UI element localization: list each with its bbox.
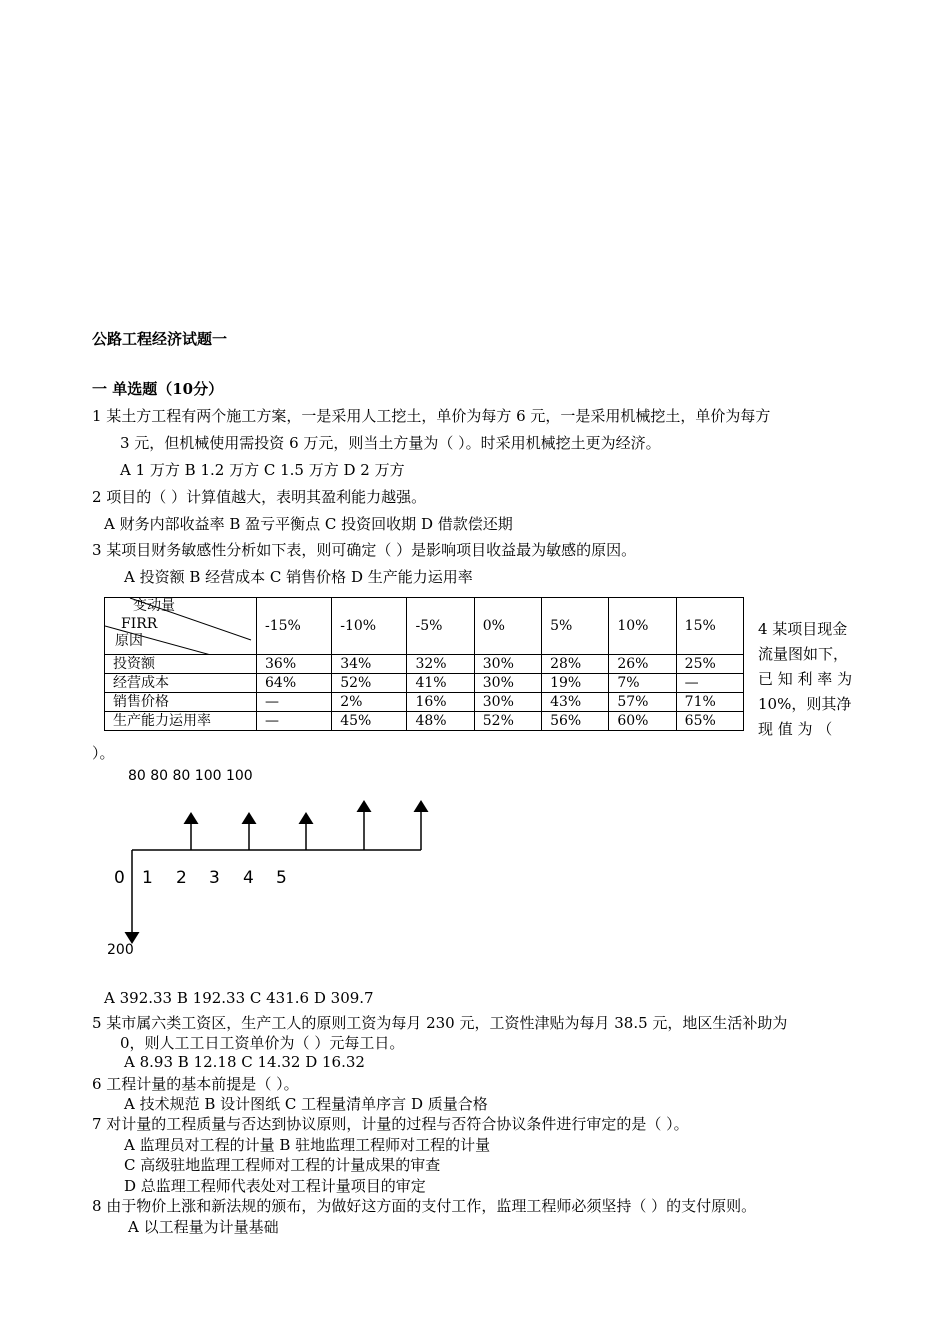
q2-options: A 财务内部收益率 B 盈亏平衡点 C 投资回收期 D 借款偿还期 (104, 515, 513, 533)
table-cell: 60% (609, 712, 676, 731)
row-label: 经营成本 (105, 674, 257, 693)
table-cell: 71% (676, 693, 743, 712)
table-row (105, 655, 744, 674)
corner-bottom-label: 原因 (115, 633, 143, 649)
q4-options: A 392.33 B 192.33 C 431.6 D 309.7 (104, 989, 374, 1007)
axis-label-3: 3 (209, 868, 220, 888)
q5-line2: 0，则人工工日工资单价为（ ）元每工日。 (120, 1034, 405, 1052)
table-cell: 26% (609, 655, 676, 674)
q8-line1: 8 由于物价上涨和新法规的颁布，为做好这方面的支付工作，监理工程师必须坚持（ ）的支付原则。 (92, 1197, 757, 1215)
table-cell: 25% (676, 655, 743, 674)
q4-side-2: 流量图如下， (758, 645, 849, 663)
q5-line1: 5 某市属六类工资区，生产工人的原则工资为每月 230 元，工资性津贴为每月 38.5 元，地区生活补助为 (92, 1014, 788, 1032)
table-cell: 19% (542, 674, 609, 693)
q4-side-3: 已 知 利 率 为 (758, 670, 853, 688)
table-cell: 57% (609, 693, 676, 712)
q4-continuation: ）。 (92, 744, 115, 762)
table-cell: 30% (474, 674, 541, 693)
table-cell: — (676, 674, 743, 693)
table-cell: 16% (407, 693, 474, 712)
table-cell: 2% (332, 693, 407, 712)
q1-line1: 1 某土方工程有两个施工方案，一是采用人工挖土，单价为每方 6 元，一是采用机械挖土，单价为每方 (92, 407, 771, 425)
header-cell: 0% (474, 598, 541, 655)
table-cell: 34% (332, 655, 407, 674)
q1-options: A 1 万方 B 1.2 万方 C 1.5 万方 D 2 万方 (120, 461, 405, 479)
table-cell: 52% (474, 712, 541, 731)
q6-line1: 6 工程计量的基本前提是（ ）。 (92, 1075, 299, 1093)
header-cell: -10% (332, 598, 407, 655)
q7-line1: 7 对计量的工程质量与否达到协议原则，计量的过程与否符合协议条件进行审定的是（ ）。 (92, 1115, 689, 1133)
q4-side-1: 4 某项目现金 (758, 620, 848, 638)
cashflow-bottom-amount: 200 (107, 942, 134, 958)
table-cell: — (257, 693, 332, 712)
table-row (105, 674, 744, 693)
table-cell: 41% (407, 674, 474, 693)
q7-option-a: A 监理员对工程的计量 B 驻地监理工程师对工程的计量 (124, 1136, 491, 1154)
table-cell: 45% (332, 712, 407, 731)
table-cell: 28% (542, 655, 609, 674)
table-cell: 30% (474, 693, 541, 712)
table-cell: 30% (474, 655, 541, 674)
table-header-row (105, 598, 744, 655)
table-cell: 36% (257, 655, 332, 674)
header-cell: 5% (542, 598, 609, 655)
q7-option-c: C 高级驻地监理工程师对工程的计量成果的审查 (124, 1156, 441, 1174)
table-cell: 52% (332, 674, 407, 693)
corner-mid-label: FIRR (121, 616, 158, 632)
table-cell: 43% (542, 693, 609, 712)
q4-side-5: 现 值 为 （ (758, 720, 833, 738)
axis-label-4: 4 (243, 868, 254, 888)
q1-line2: 3 元，但机械使用需投资 6 万元，则当土方量为（ ）。时采用机械挖土更为经济。 (120, 434, 661, 452)
table-row (105, 693, 744, 712)
row-label: 生产能力运用率 (105, 712, 257, 731)
row-label: 投资额 (105, 655, 257, 674)
q4-side-4: 10%，则其净 (758, 695, 852, 713)
table-cell: 7% (609, 674, 676, 693)
table-cell: 32% (407, 655, 474, 674)
table-cell: 48% (407, 712, 474, 731)
table-cell: — (257, 712, 332, 731)
axis-label-1: 1 (142, 868, 153, 888)
q7-option-d: D 总监理工程师代表处对工程计量项目的审定 (124, 1177, 426, 1195)
row-label: 销售价格 (105, 693, 257, 712)
section-heading: 一 单选题（10分） (92, 380, 224, 398)
axis-label-2: 2 (176, 868, 187, 888)
header-cell: -5% (407, 598, 474, 655)
page-title: 公路工程经济试题一 (92, 330, 228, 348)
q2-line1: 2 项目的（ ）计算值越大，表明其盈利能力越强。 (92, 488, 427, 506)
table-cell: 64% (257, 674, 332, 693)
q6-options: A 技术规范 B 设计图纸 C 工程量清单序言 D 质量合格 (124, 1095, 488, 1113)
header-cell: 15% (676, 598, 743, 655)
q8-option-a: A 以工程量为计量基础 (128, 1218, 279, 1236)
q3-options: A 投资额 B 经营成本 C 销售价格 D 生产能力运用率 (124, 568, 473, 586)
corner-top-label: 变动量 (133, 598, 175, 614)
header-cell: 10% (609, 598, 676, 655)
axis-label-0: 0 (114, 868, 125, 888)
sensitivity-table (104, 597, 744, 731)
table-cell: 65% (676, 712, 743, 731)
table-cell: 56% (542, 712, 609, 731)
table-corner-cell (105, 598, 257, 655)
table-row (105, 712, 744, 731)
cash-flow-diagram (100, 790, 440, 980)
cashflow-top-amounts: 80 80 80 100 100 (128, 768, 253, 784)
header-cell: -15% (257, 598, 332, 655)
axis-label-5: 5 (276, 868, 287, 888)
q3-line1: 3 某项目财务敏感性分析如下表，则可确定（ ）是影响项目收益最为敏感的原因。 (92, 541, 637, 559)
q5-options: A 8.93 B 12.18 C 14.32 D 16.32 (124, 1053, 365, 1071)
